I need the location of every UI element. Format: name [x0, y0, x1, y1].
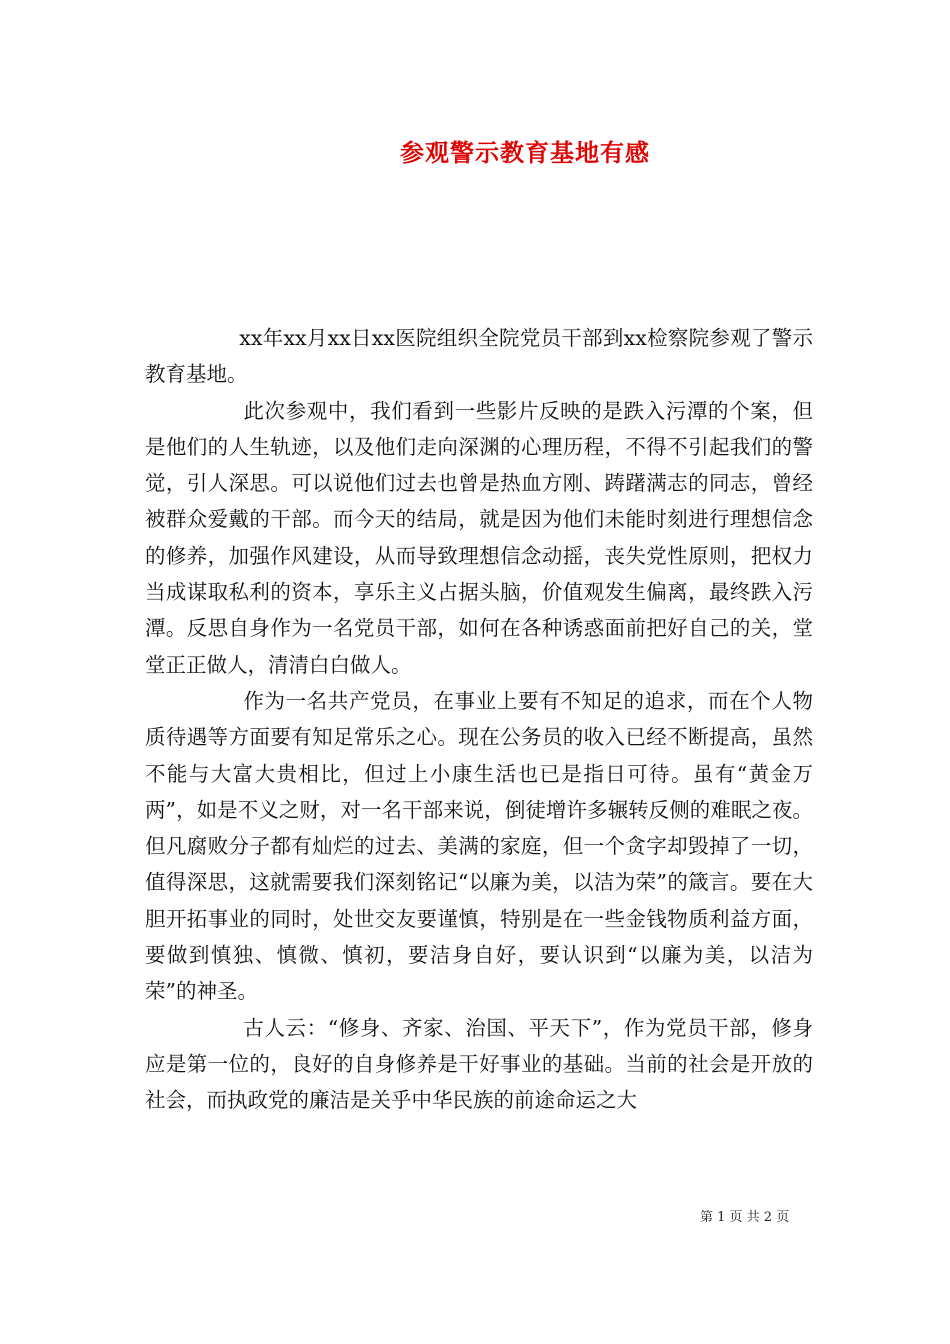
- page-footer: 第 1 页 共 2 页: [700, 1210, 790, 1225]
- paragraph-1: xx年xx月xx日xx医院组织全院党员干部到xx检察院参观了警示教育基地。: [145, 326, 813, 387]
- paragraph-2: 此次参观中，我们看到一些影片反映的是跌入污潭的个案，但是他们的人生轨迹，以及他们走向深渊的心理历程，不得不引起我们的警觉，引人深思。可以说他们过去也曾是热血方刚、踌躇满志的同志，曾经被群众爱戴的干部。而今天的结局，就是因为他们未能时刻进行理想信念的修养，加强作风建设，从而导致理想信念动摇，丧失党性原则，把权力当成谋取私利的资本，享乐主义占据头脑，价值观发生偏离，最终跌入污潭。反思自身作为一名党员干部，如何在各种诱惑面前把好自己的关，堂堂正正做人，清清白白做人。: [145, 398, 813, 677]
- paragraph-3: 作为一名共产党员，在事业上要有不知足的追求，而在个人物质待遇等方面要有知足常乐之心。现在公务员的收入已经不断提高，虽然不能与大富大贵相比，但过上小康生活也已是指日可待。虽有“黄金万两”，如是不义之财，对一名干部来说，倒徒增许多辗转反侧的难眠之夜。但凡腐败分子都有灿烂的过去、美满的家庭，但一个贪字却毁掉了一切，值得深思，这就需要我们深刻铭记“以廉为美，以洁为荣”的箴言。要在大胆开拓事业的同时，处世交友要谨慎，特别是在一些金钱物质利益方面，要做到慎独、慎微、慎初，要洁身自好，要认识到“以廉为美，以洁为荣”的神圣。: [145, 688, 813, 1004]
- paragraph-4: 古人云：“修身、齐家、治国、平天下”，作为党员干部，修身应是第一位的，良好的自身修养是干好事业的基础。当前的社会是开放的社会，而执政党的廉洁是关乎中华民族的前途命运之大: [145, 1015, 813, 1113]
- document-body: [145, 320, 813, 1119]
- document-title: 参观警示教育基地有感: [400, 138, 650, 167]
